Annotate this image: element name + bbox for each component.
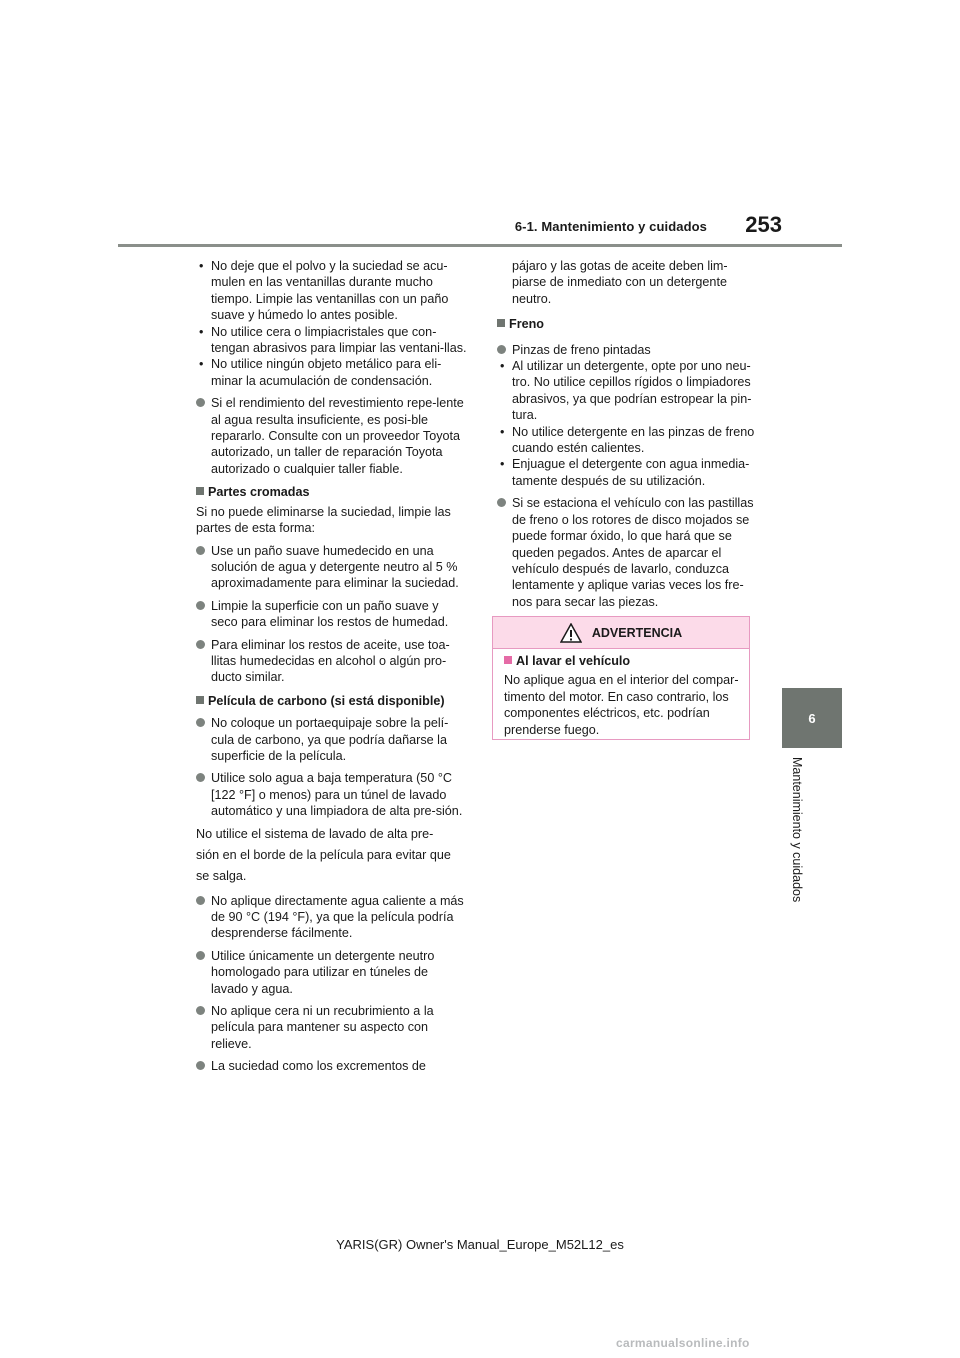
footer-text: YARIS(GR) Owner's Manual_Europe_M52L12_es	[336, 1237, 624, 1252]
bullet-icon	[196, 398, 205, 407]
square-bullet-icon	[497, 319, 505, 327]
bullet-item	[196, 637, 468, 686]
dash-item: • No deje que el polvo y la suciedad se acu-mulen en las ventanillas durante mucho tiempo. Limpie las ventanillas con un paño suave y húmedo lo antes posible.	[196, 258, 468, 324]
bullet-icon	[196, 601, 205, 610]
bullet-icon	[196, 951, 205, 960]
bullet-icon	[497, 498, 506, 507]
bullet-icon	[196, 1006, 205, 1015]
warning-triangle-icon	[560, 623, 582, 643]
bullet-text: Utilice solo agua a baja temperatura (50 °C [122 °F] o menos) para un túnel de lavado automático y una limpiadora de alta pre-sión.	[211, 771, 463, 819]
bullet-text: Si el rendimiento del revestimiento repe-lente al agua resulta insuficiente, es posi-ble repararlo. Consulte con un proveedor Toyota autorizado, un taller de reparación Toyota autorizado o cualquier taller fiable.	[211, 396, 464, 476]
note-line: sión en el borde de la película para evitar que	[196, 847, 451, 862]
dash-item: • No utilice cera o limpiacristales que con-tengan abrasivos para limpiar las ventani-llas.	[196, 324, 468, 357]
bullet-item	[497, 495, 755, 610]
note-line: No utilice el sistema de lavado de alta pre-	[196, 826, 434, 841]
bullet-icon	[196, 773, 205, 782]
bullet-text: No aplique directamente agua caliente a más de 90 °C (194 °F), ya que la película podría desprenderse fácilmente.	[211, 893, 464, 941]
bullet-text: No coloque un portaequipaje sobre la pelí-cula de carbono, ya que podría dañarse la superficie de la película.	[211, 716, 449, 763]
bullet-icon	[196, 1061, 205, 1070]
bullet-item	[196, 715, 468, 764]
note-line: se salga.	[196, 868, 247, 883]
bullet-text: Pinzas de freno pintadas	[512, 342, 651, 357]
bullet-icon	[196, 640, 205, 649]
dash-item: • No utilice detergente en las pinzas de freno cuando estén calientes.	[497, 424, 755, 457]
bullet-item	[196, 1003, 468, 1052]
chapter-side-label	[782, 757, 806, 927]
square-bullet-icon	[504, 656, 512, 664]
bullet-item	[196, 598, 468, 631]
chapter-tab-number: 6	[808, 710, 816, 726]
right-column	[497, 258, 755, 610]
chapter-side-label-text: Mantenimiento y cuidados	[790, 757, 804, 903]
bullet-item	[196, 770, 468, 819]
page-number: 253	[745, 212, 782, 237]
dash-item: • Al utilizar un detergente, opte por uno neu-tro. No utilice cepillos rígidos o limpiadores abrasivos, ya que podrían estropear la pin-tura.	[497, 358, 755, 424]
bullet-item	[497, 342, 755, 358]
subsection-heading	[497, 316, 755, 332]
bullet-text: Si se estaciona el vehículo con las pastillas de freno o los rotores de disco mojados se puede formar óxido, lo que hará que se queden pegados. Antes de aparcar el vehículo después de lavarlo, conduzca lentamente y aplique varias veces los fre-nos para secar las piezas.	[512, 496, 754, 609]
dash-item: • No utilice ningún objeto metálico para eli-minar la acumulación de condensación.	[196, 356, 468, 389]
bullet-text: La suciedad como los excrementos de	[211, 1059, 426, 1074]
square-bullet-icon	[196, 696, 204, 704]
watermark: carmanualsonline.info	[616, 1336, 750, 1350]
bullet-icon	[196, 896, 205, 905]
subsection-heading	[196, 484, 468, 500]
bullet-text: No aplique cera ni un recubrimiento a la película para mantener su aspecto con relieve.	[211, 1004, 434, 1051]
header-rule	[118, 244, 842, 247]
bullet-text: Utilice únicamente un detergente neutro homologado para utilizar en túneles de lavado y agua.	[211, 948, 435, 996]
dash-item: • Enjuague el detergente con agua inmedia-tamente después de su utilización.	[497, 456, 755, 489]
warning-header	[493, 617, 749, 649]
bullet-item	[196, 543, 468, 592]
square-bullet-icon	[196, 487, 204, 495]
subsection-title: Freno	[509, 317, 544, 332]
warning-box	[492, 616, 750, 740]
paragraph: Si no puede eliminarse la suciedad, limpie las partes de esta forma:	[196, 504, 451, 536]
warning-body	[493, 649, 749, 738]
continuation-text: pájaro y las gotas de aceite deben lim-piarse de inmediato con un detergente neutro.	[512, 259, 728, 306]
chapter-tab	[782, 688, 842, 748]
subsection-title: Película de carbono (si está disponible)	[208, 693, 445, 708]
left-column	[196, 258, 468, 1075]
bullet-icon	[497, 345, 506, 354]
warning-subtitle-text: Al lavar el vehículo	[516, 654, 631, 668]
bullet-text: Limpie la superficie con un paño suave y seco para eliminar los restos de humedad.	[211, 598, 449, 630]
warning-title: ADVERTENCIA	[591, 625, 683, 640]
bullet-item	[196, 1058, 468, 1074]
footer	[0, 1237, 960, 1252]
bullet-item	[196, 893, 468, 942]
note-paragraph	[196, 824, 468, 887]
bullet-icon	[196, 546, 205, 555]
bullet-text: Para eliminar los restos de aceite, use toa-llitas humedecidas en alcohol o algún pro-ducto similar.	[211, 637, 450, 685]
warning-text: No aplique agua en el interior del compar-timento del motor. En caso contrario, los componentes eléctricos, etc. podrían prenderse fuego.	[504, 673, 739, 737]
bullet-icon	[196, 718, 205, 727]
bullet-item	[196, 948, 468, 997]
bullet-item	[196, 395, 468, 477]
warning-subtitle	[504, 653, 740, 669]
subsection-title: Partes cromadas	[208, 485, 310, 500]
section-header: 6-1. Mantenimiento y cuidados	[514, 219, 707, 234]
subsection-heading	[196, 693, 468, 709]
bullet-text: Use un paño suave humedecido en una solución de agua y detergente neutro al 5 % aproximadamente para eliminar la suciedad.	[211, 543, 459, 591]
